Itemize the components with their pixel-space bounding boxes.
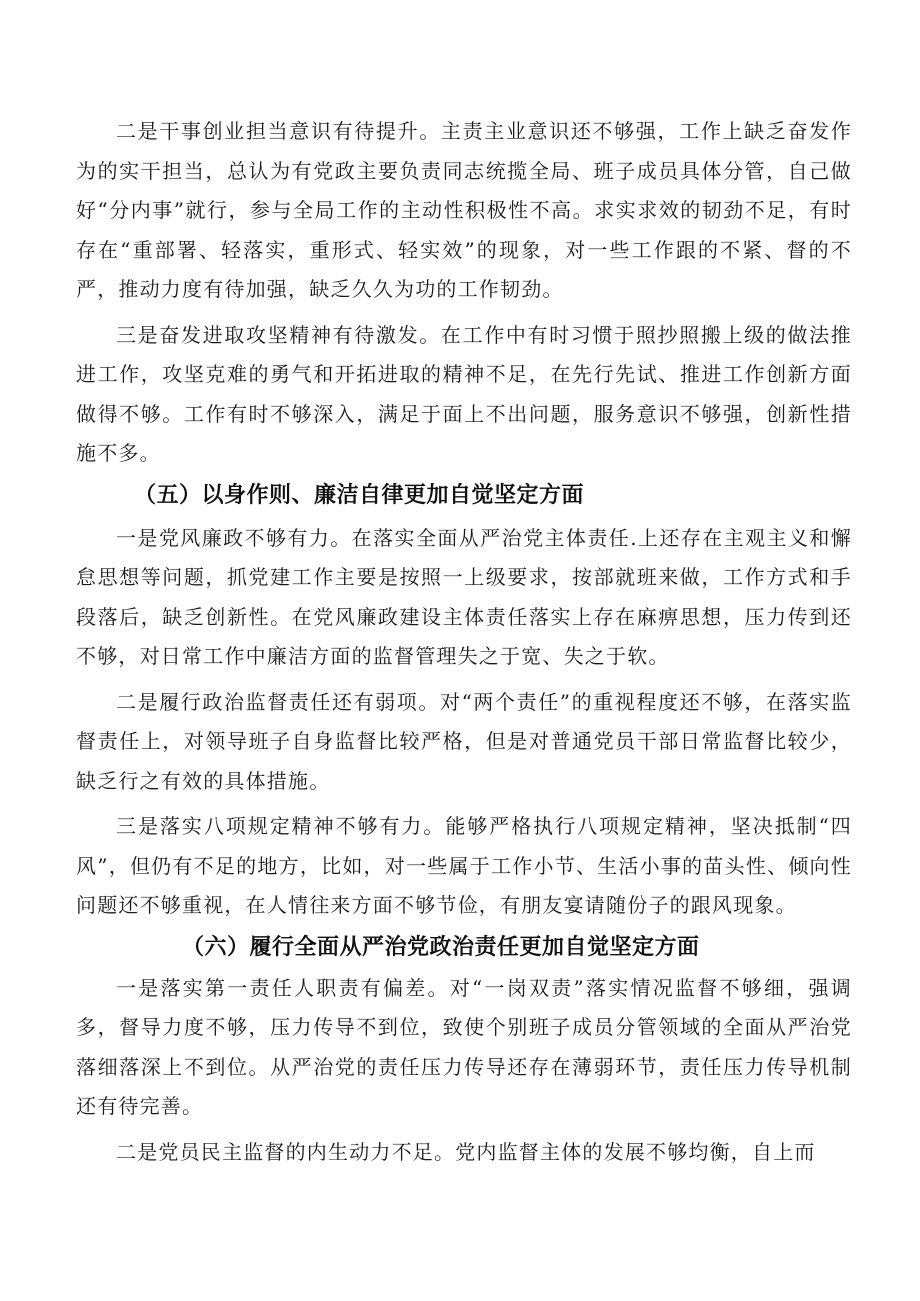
paragraph-first-responsibility: 一是落实第一责任人职责有偏差。对“一岗双责”落实情况监督不够细，强调多，督导力度不够，压力传导不到位，致使个别班子成员分管领域的全面从严治党落细落深上不到位。从严治党的责任压力传导还存在薄弱环节，责任压力传导机制还有待完善。 (76, 975, 852, 1118)
document-page (76, 112, 852, 1172)
paragraph-eight-rules: 三是落实八项规定精神不够有力。能够严格执行八项规定精神，坚决抵制“四风”，但仍有不足的地方，比如，对一些属于工作小节、生活小事的苗头性、倾向性问题还不够重视，在人情往来方面不够节俭，有朋友宴请随份子的跟风现象。 (76, 814, 852, 917)
paragraph-initiative: 三是奋发进取攻坚精神有待激发。在工作中有时习惯于照抄照搬上级的做法推进工作，攻坚克难的勇气和开拓进取的精神不足，在先行先试、推进工作创新方面做得不够。工作有时不够深入，满足于面上不出问题，服务意识不够强，创新性措施不多。 (76, 322, 852, 465)
section-5-heading: （五）以身作则、廉洁自律更加自觉坚定方面 (134, 482, 585, 508)
paragraph-integrity: 一是党风廉政不够有力。在落实全面从严治党主体责任.上还存在主观主义和懈怠思想等问题，抓党建工作主要是按照一上级要求，按部就班来做，工作方式和手段落后，缺乏创新性。在党风廉政建设主体责任落实上存在麻痹思想，压力传到还不够，对日常工作中廉洁方面的监督管理失之于宽、失之于软。 (76, 525, 852, 668)
paragraph-commitment: 二是干事创业担当意识有待提升。主责主业意识还不够强，工作上缺乏奋发作为的实干担当，总认为有党政主要负责同志统揽全局、班子成员具体分管，自己做好“分内事”就行，参与全局工作的主动性积极性不高。求实求效的韧劲不足，有时存在“重部署、轻落实，重形式、轻实效”的现象，对一些工作跟的不紧、督的不严，推动力度有待加强，缺乏久久为功的工作韧劲。 (76, 119, 852, 301)
paragraph-supervision: 二是履行政治监督责任还有弱项。对“两个责任”的重视程度还不够，在落实监督责任上，对领导班子自身监督比较严格，但是对普通党员干部日常监督比较少，缺乏行之有效的具体措施。 (76, 689, 852, 793)
paragraph-democratic-supervision: 二是党员民主监督的内生动力不足。党内监督主体的发展不够均衡，自上而 (116, 1139, 816, 1164)
section-6-heading: （六）履行全面从严治党政治责任更加自觉坚定方面 (182, 934, 700, 960)
